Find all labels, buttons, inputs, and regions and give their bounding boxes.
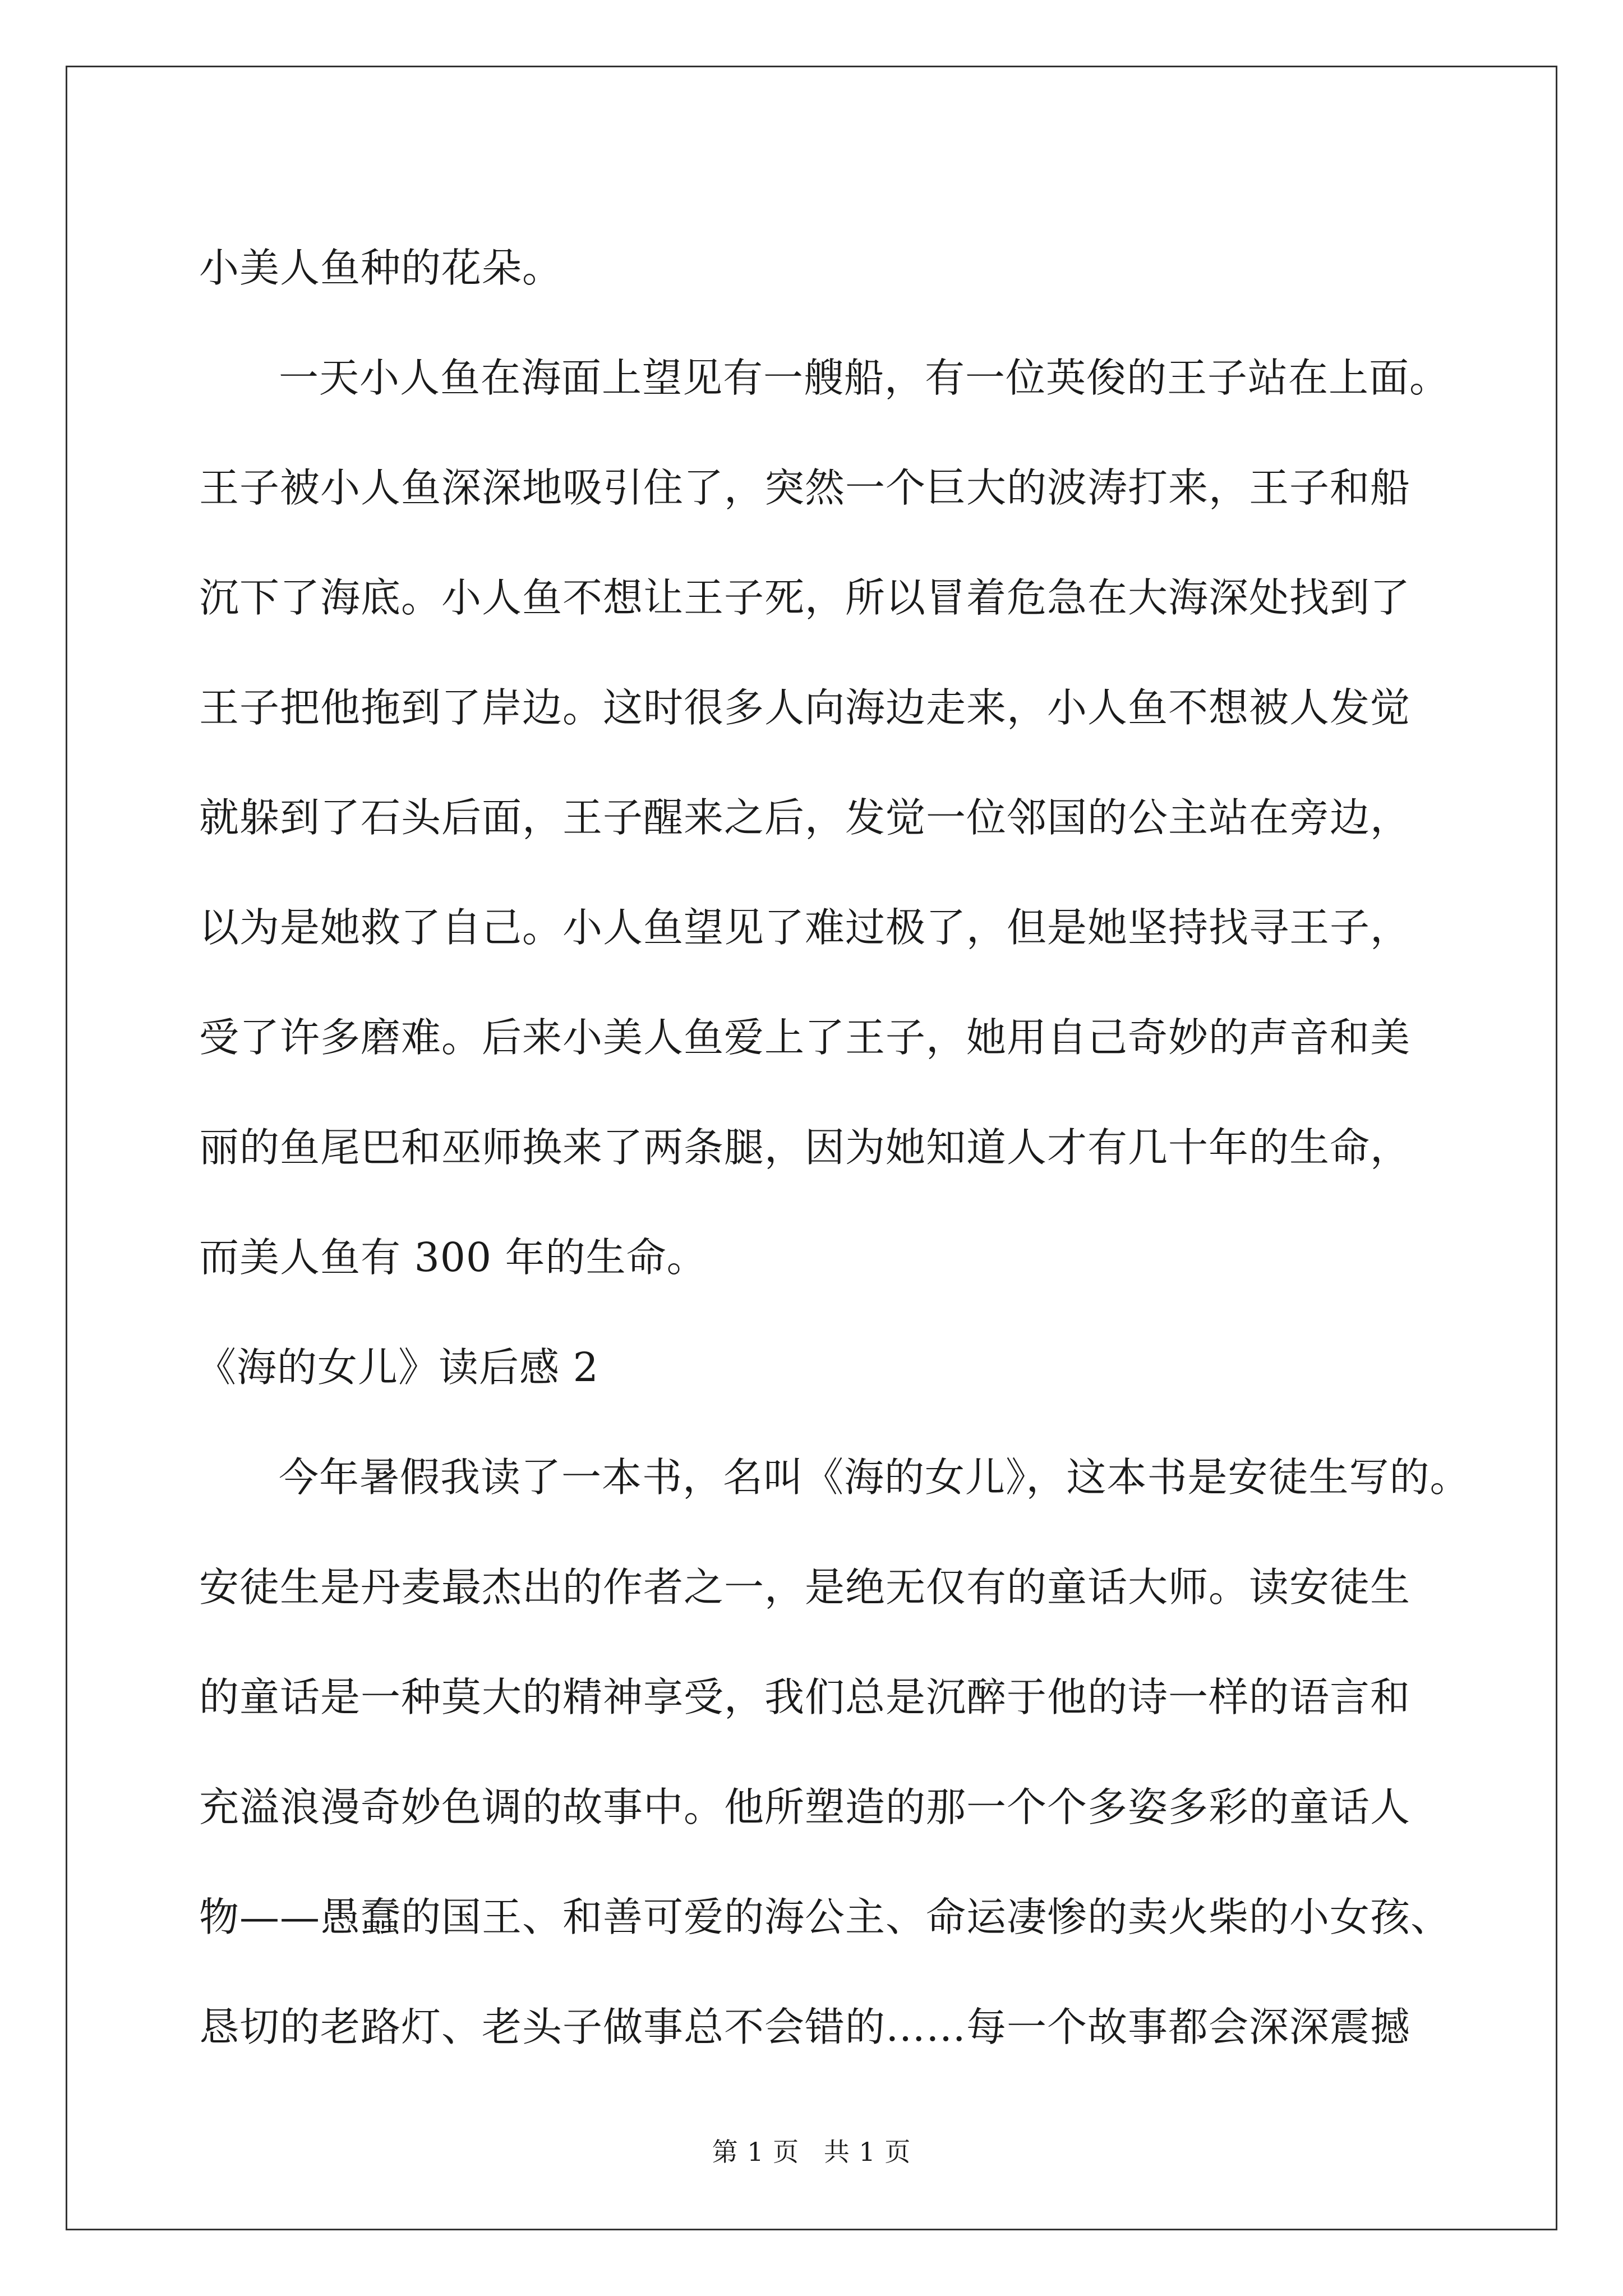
text-line: 恳切的老路灯、老头子做事总不会错的……每一个故事都会深深震撼	[199, 2004, 1411, 2050]
text-line: 安徒生是丹麦最杰出的作者之一，是绝无仅有的童话大师。读安徒生	[199, 1564, 1411, 1611]
section-heading: 《海的女儿》读后感 2	[196, 1344, 599, 1391]
text-line: 王子被小人鱼深深地吸引住了，突然一个巨大的波涛打来，王子和船	[199, 464, 1411, 511]
text-line: 的童话是一种莫大的精神享受，我们总是沉醉于他的诗一样的语言和	[199, 1674, 1411, 1720]
page-number: 第 1 页	[712, 2137, 800, 2167]
document-body	[196, 213, 1470, 2082]
text-line: 王子把他拖到了岸边。这时很多人向海边走来，小人鱼不想被人发觉	[199, 684, 1411, 731]
text-line: 以为是她救了自己。小人鱼望见了难过极了，但是她坚持找寻王子，	[199, 904, 1411, 951]
text-line: 而美人鱼有 300 年的生命。	[199, 1234, 707, 1281]
text-line: 就躲到了石头后面，王子醒来之后，发觉一位邻国的公主站在旁边，	[199, 794, 1411, 841]
text-line: 一天小人鱼在海面上望见有一艘船，有一位英俊的王子站在上面。	[279, 355, 1450, 401]
page-footer	[0, 2132, 1623, 2169]
text-line: 丽的鱼尾巴和巫师换来了两条腿，因为她知道人才有几十年的生命，	[199, 1124, 1411, 1171]
text-line: 今年暑假我读了一本书，名叫《海的女儿》，这本书是安徒生写的。	[279, 1454, 1470, 1501]
text-line: 小美人鱼种的花朵。	[199, 245, 563, 291]
text-line: 沉下了海底。小人鱼不想让王子死，所以冒着危急在大海深处找到了	[199, 574, 1411, 621]
text-line: 物——愚蠢的国王、和善可爱的海公主、命运凄惨的卖火柴的小女孩、	[199, 1894, 1451, 1940]
text-line: 受了许多磨难。后来小美人鱼爱上了王子，她用自己奇妙的声音和美	[199, 1014, 1411, 1061]
text-line: 充溢浪漫奇妙色调的故事中。他所塑造的那一个个多姿多彩的童话人	[199, 1784, 1411, 1830]
page-total: 共 1 页	[823, 2137, 911, 2167]
